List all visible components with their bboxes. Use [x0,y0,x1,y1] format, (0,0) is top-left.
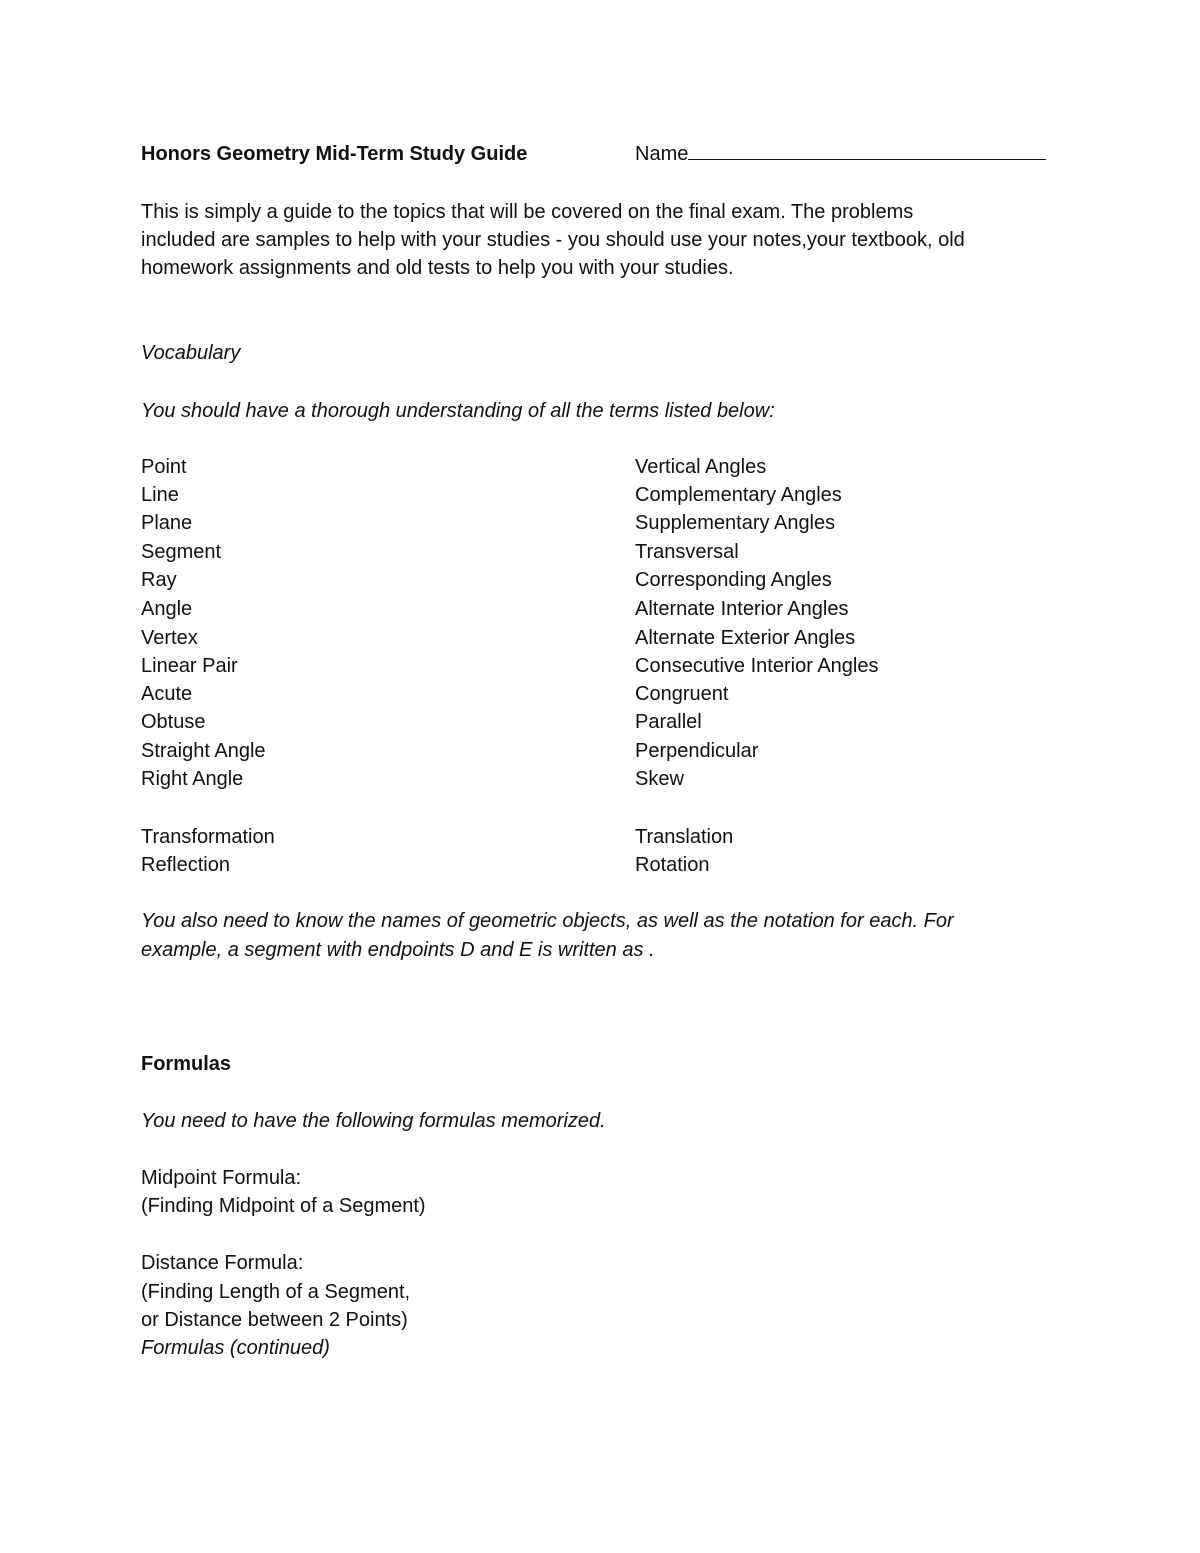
intro-line: homework assignments and old tests to help you with your studies. [141,257,734,279]
vocab-term: Alternate Interior Angles [635,598,849,620]
document-title: Honors Geometry Mid-Term Study Guide [141,143,528,165]
vocabulary-instruction: You should have a thorough understanding of all the terms listed below: [141,400,775,422]
vocab-term: Straight Angle [141,740,266,762]
name-blank-line [688,141,1046,160]
vocab-term: Rotation [635,854,710,876]
vocab-term: Complementary Angles [635,484,842,506]
vocab-term: Corresponding Angles [635,569,832,591]
vocabulary-heading: Vocabulary [141,342,241,364]
formulas-instruction: You need to have the following formulas memorized. [141,1110,606,1132]
midpoint-formula-desc: (Finding Midpoint of a Segment) [141,1195,426,1217]
vocab-term: Acute [141,683,193,705]
distance-formula-label: Distance Formula: [141,1252,304,1274]
vocab-term: Transversal [635,541,739,563]
vocab-term: Point [141,456,187,478]
vocab-term: Alternate Exterior Angles [635,627,856,649]
vocab-term: Angle [141,598,193,620]
intro-line: This is simply a guide to the topics that will be covered on the final exam. The problems [141,201,914,223]
vocab-term: Segment [141,541,222,563]
vocab-term: Reflection [141,854,230,876]
vocab-term: Skew [635,768,684,790]
vocab-term: Vertical Angles [635,456,767,478]
formulas-continued: Formulas (continued) [141,1337,330,1359]
vocab-term: Right Angle [141,768,244,790]
vocab-term: Obtuse [141,711,206,733]
intro-line: included are samples to help with your studies - you should use your notes,your textbook, old [141,229,965,251]
vocab-term: Congruent [635,683,729,705]
vocab-term: Consecutive Interior Angles [635,655,879,677]
distance-formula-desc: (Finding Length of a Segment, [141,1281,411,1303]
formulas-heading: Formulas [141,1053,232,1075]
vocab-term: Vertex [141,627,198,649]
vocab-term: Plane [141,512,193,534]
vocab-term: Supplementary Angles [635,512,836,534]
vocab-term: Line [141,484,179,506]
notation-note-line: example, a segment with endpoints D and E is written as . [141,939,655,961]
midpoint-formula-label: Midpoint Formula: [141,1167,302,1189]
name-field [635,140,1046,168]
vocab-term: Linear Pair [141,655,238,677]
notation-note-line: You also need to know the names of geometric objects, as well as the notation for each. For [141,910,954,932]
name-label: Name [635,143,689,165]
vocab-term: Parallel [635,711,702,733]
vocab-term: Transformation [141,826,275,848]
distance-formula-desc: or Distance between 2 Points) [141,1309,408,1331]
vocab-term: Ray [141,569,177,591]
vocab-term: Translation [635,826,734,848]
vocab-term: Perpendicular [635,740,759,762]
